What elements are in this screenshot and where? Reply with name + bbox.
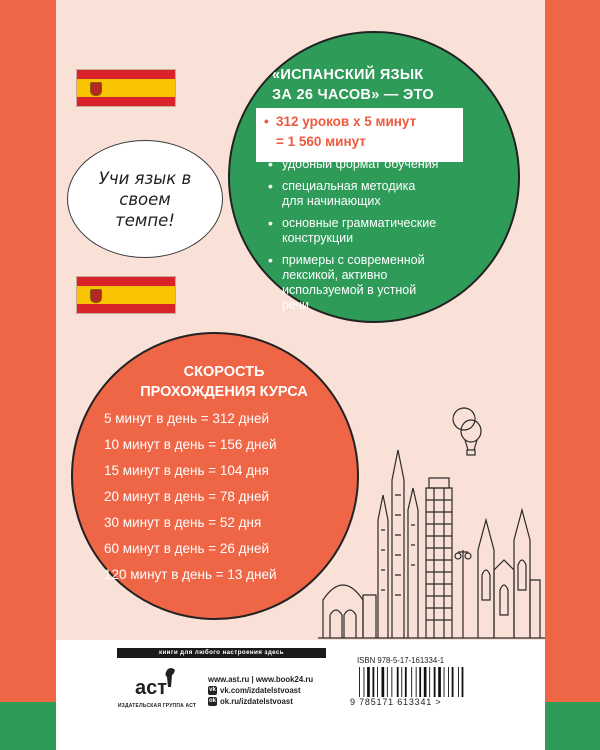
list-item: • удобный формат обучения — [268, 156, 439, 172]
list-item: • специальная методика для начинающих — [268, 178, 416, 208]
right-green-stripe — [545, 702, 600, 750]
barcode-icon — [357, 667, 477, 697]
vk-icon: vk — [209, 687, 216, 693]
spain-flag-icon — [76, 276, 176, 314]
ok-link[interactable]: ok.ru/izdatelstvoast — [220, 697, 293, 706]
isbn-text: ISBN 978-5-17-161334-1 — [357, 656, 445, 665]
right-red-stripe — [545, 0, 600, 750]
speed-title — [104, 362, 344, 402]
bullet-dot-icon: • — [268, 178, 273, 194]
speed-title-line2: ПРОХОЖДЕНИЯ КУРСА — [140, 384, 308, 400]
spain-flag-icon — [76, 69, 176, 107]
left-red-stripe — [0, 0, 56, 750]
speed-row: 15 минут в день = 104 дня — [104, 463, 269, 478]
speed-row: 5 минут в день = 312 дней — [104, 411, 270, 426]
hot-air-balloon-icon — [453, 408, 481, 455]
speed-row: 30 минут в день = 52 дня — [104, 515, 262, 530]
website-links[interactable]: www.ast.ru | www.book24.ru — [208, 675, 314, 684]
footer-tagline-bar: книги для любого настроения здесь — [117, 648, 326, 658]
bullet-dot-icon: • — [268, 156, 273, 172]
barcode-number: 9 785171 613341 > — [350, 697, 442, 707]
speed-row: 60 минут в день = 26 дней — [104, 541, 270, 556]
ok-icon: ok — [208, 698, 216, 704]
tagline-text: Учи язык в своем темпе! — [98, 168, 192, 230]
list-item: • примеры с современной лексикой, активно используемой в устной речи — [268, 252, 425, 312]
speed-row: 20 минут в день = 78 дней — [104, 489, 270, 504]
speed-row: 120 минут в день = 13 дней — [104, 567, 277, 582]
left-green-stripe — [0, 702, 56, 750]
highlight-line2: = 1 560 минут — [276, 134, 366, 149]
bullet-dot-icon: • — [268, 252, 273, 268]
barcelona-skyline-icon — [318, 400, 545, 640]
program-title — [272, 65, 472, 105]
speed-row: 10 минут в день = 156 дней — [104, 437, 277, 452]
publisher-links — [208, 674, 313, 707]
speed-title-line1: СКОРОСТЬ — [183, 364, 265, 380]
bullet-dot-icon: • — [264, 114, 269, 129]
lessons-highlight — [256, 108, 463, 162]
ast-logo-text: аст — [135, 677, 168, 699]
bullet-dot-icon: • — [268, 215, 273, 231]
program-title-line1: «ИСПАНСКИЙ ЯЗЫК — [272, 67, 424, 83]
tagline-bubble — [67, 140, 223, 258]
feature-list — [268, 157, 493, 320]
publisher-name: ИЗДАТЕЛЬСКАЯ ГРУППА АСТ — [117, 703, 197, 709]
list-item: • основные грамматические конструкции — [268, 215, 437, 245]
speed-list — [104, 406, 344, 588]
highlight-line1: 312 уроков х 5 минут — [276, 114, 417, 129]
ast-logo-icon — [133, 666, 183, 702]
vk-link[interactable]: vk.com/izdatelstvoast — [220, 686, 301, 695]
program-title-line2: ЗА 26 ЧАСОВ» — ЭТО — [272, 87, 435, 103]
